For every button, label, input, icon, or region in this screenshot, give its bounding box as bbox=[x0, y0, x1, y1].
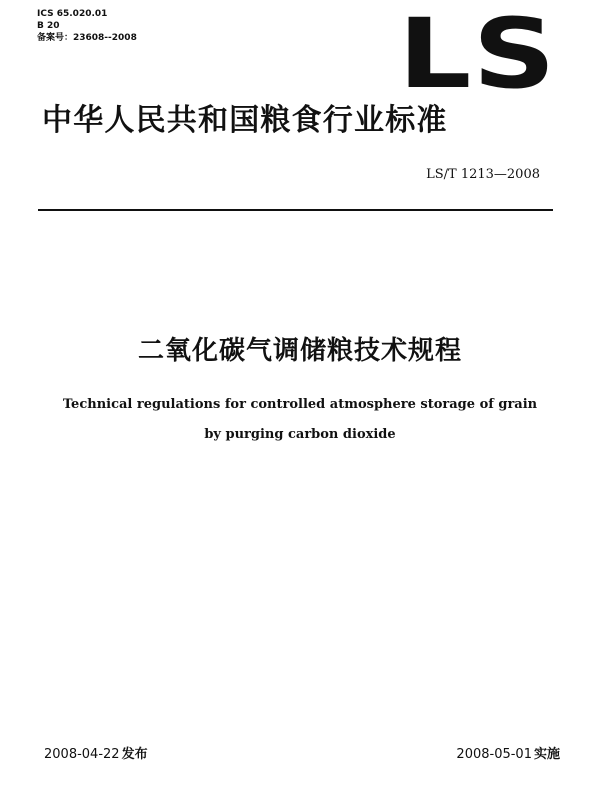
issue-label: 发布 bbox=[121, 747, 148, 762]
ics-code: ICS 65.020.01 bbox=[37, 9, 108, 19]
ls-logo: LS bbox=[398, 0, 557, 110]
filing-number: 备案号：23608--2008 bbox=[37, 33, 137, 43]
standard-number: LS/T 1213—2008 bbox=[426, 167, 540, 182]
document-title-en-line1: Technical regulations for controlled atmosphere storage of grain bbox=[62, 397, 538, 412]
implement-date: 2008-05-01 bbox=[456, 747, 532, 762]
standard-category-title: 中华人民共和国粮食行业标准 bbox=[42, 103, 448, 138]
classification-codes bbox=[37, 8, 137, 44]
implement-date-block bbox=[456, 746, 560, 764]
implement-label: 实施 bbox=[533, 747, 560, 762]
issue-date-block bbox=[44, 746, 148, 764]
document-title-cn: 二氧化碳气调储粮技术规程 bbox=[137, 336, 462, 366]
ccs-code: B 20 bbox=[37, 21, 60, 31]
document-title-en-line2: by purging carbon dioxide bbox=[204, 427, 396, 442]
issue-date: 2008-04-22 bbox=[44, 747, 120, 762]
header-divider bbox=[38, 209, 553, 211]
